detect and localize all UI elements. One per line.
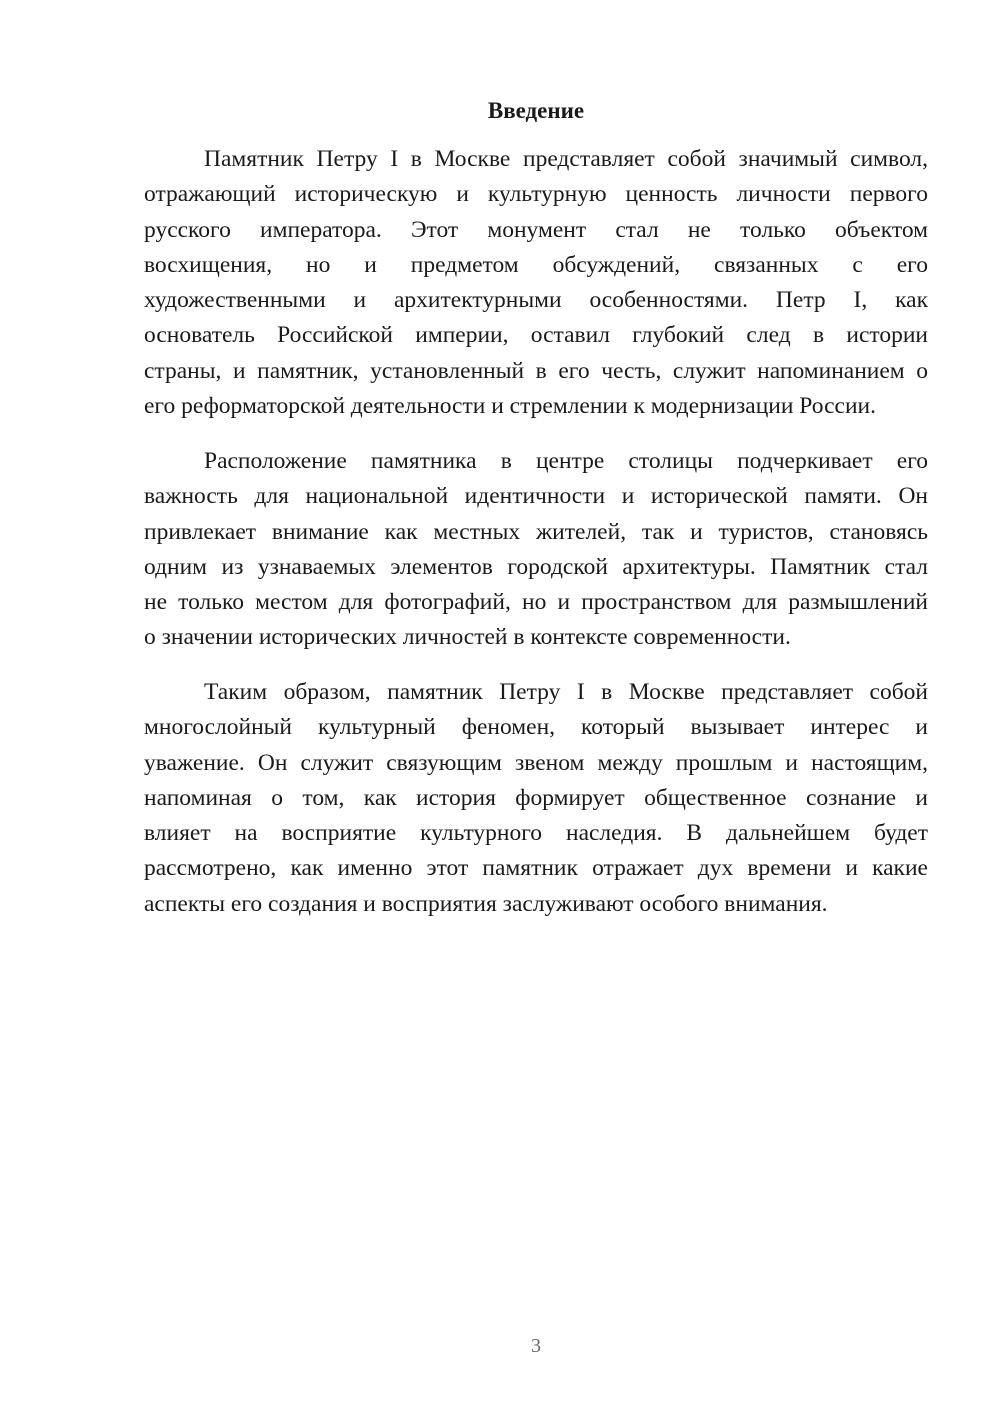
paragraph-line: влияет на восприятие культурного наследия. В дальнейшем будет [144, 820, 928, 847]
paragraph-3 [144, 675, 928, 922]
paragraph-line: восхищения, но и предметом обсуждений, связанных с его [144, 251, 928, 278]
paragraph-line: многослойный культурный феномен, который вызывает интерес и [144, 714, 928, 741]
paragraph-line: аспекты его создания и восприятия заслуживают особого внимания. [144, 890, 828, 917]
paragraph-line: о значении исторических личностей в контексте современности. [144, 624, 791, 651]
section-heading: Введение [487, 98, 585, 123]
paragraph-line: важность для национальной идентичности и исторической памяти. Он [144, 483, 928, 510]
paragraph-line: рассмотрено, как именно этот памятник отражает дух времени и какие [144, 855, 928, 882]
paragraph-line: русского императора. Этот монумент стал не только объектом [144, 216, 928, 243]
paragraph-line: Памятник Петру I в Москве представляет собой значимый символ, [204, 146, 928, 172]
paragraph-line: Расположение памятника в центре столицы подчеркивает его [204, 448, 928, 474]
paragraph-line: привлекает внимание как местных жителей, так и туристов, становясь [144, 518, 928, 545]
paragraph-2 [144, 444, 928, 656]
paragraph-line: его реформаторской деятельности и стремлении к модернизации России. [144, 393, 876, 420]
page-number: 3 [531, 1335, 541, 1357]
paragraph-line: страны, и памятник, установленный в его честь, служит напоминанием о [144, 357, 928, 384]
paragraph-line: уважение. Он служит связующим звеном между прошлым и настоящим, [144, 749, 928, 776]
paragraph-line: основатель Российской империи, оставил глубокий след в истории [144, 322, 928, 349]
paragraph-1 [144, 142, 928, 424]
paragraph-line: Таким образом, памятник Петру I в Москве представляет собой [204, 679, 928, 705]
paragraph-line: не только местом для фотографий, но и пространством для размышлений [144, 589, 928, 616]
paragraph-line: напоминая о том, как история формирует общественное сознание и [144, 784, 928, 811]
paragraph-line: отражающий историческую и культурную ценность личности первого [144, 181, 928, 208]
paragraph-line: одним из узнаваемых элементов городской архитектуры. Памятник стал [144, 553, 928, 580]
paragraph-line: художественными и архитектурными особенностями. Петр I, как [144, 287, 928, 314]
